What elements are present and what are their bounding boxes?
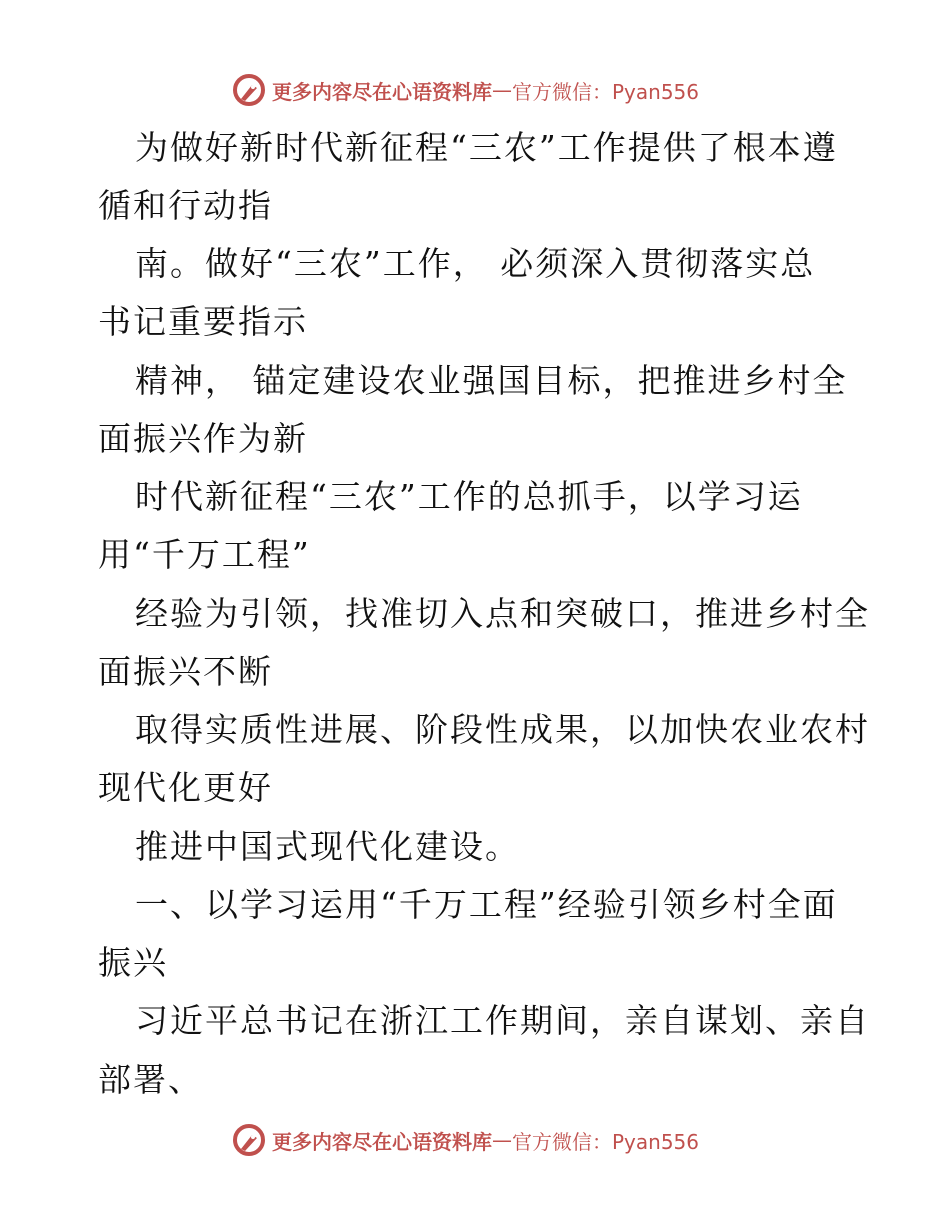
banner-separator: — xyxy=(492,1128,512,1152)
text-line: 取得实质性进展、阶段性成果，以加快农业农村 xyxy=(135,710,870,749)
banner-wechat-text: 官方微信：Pyan556 xyxy=(512,79,700,104)
text-line: 现代化更好 xyxy=(98,768,273,807)
banner-separator: — xyxy=(492,78,512,102)
text-line: 循和行动指 xyxy=(98,186,273,225)
text-line: 推进中国式现代化建设。 xyxy=(135,827,520,866)
text-line: 精神， 锚定建设农业强国目标，把推进乡村全 xyxy=(135,361,848,400)
text-line: 为做好新时代新征程“三农”工作提供了根本遵 xyxy=(135,128,838,167)
text-line: 经验为引领，找准切入点和突破口，推进乡村全 xyxy=(135,594,870,633)
pen-nib-logo-icon xyxy=(232,1123,266,1157)
banner-main-text: 更多内容尽在心语资料库 xyxy=(272,1129,492,1154)
banner-main-text: 更多内容尽在心语资料库 xyxy=(272,79,492,104)
banner-wechat-text: 官方微信：Pyan556 xyxy=(512,1129,700,1154)
text-line: 习近平总书记在浙江工作期间，亲自谋划、亲自 xyxy=(135,1001,870,1040)
text-line: 用“千万工程” xyxy=(98,535,311,574)
text-line: 时代新征程“三农”工作的总抓手，以学习运 xyxy=(135,477,803,516)
text-line: 南。做好“三农”工作， 必须深入贯彻落实总 xyxy=(135,244,816,283)
footer-banner xyxy=(232,1120,752,1160)
text-line: 面振兴不断 xyxy=(98,652,273,691)
section-heading: 一、以学习运用“千万工程”经验引领乡村全面 xyxy=(135,885,838,924)
text-line: 部署、 xyxy=(98,1060,203,1099)
text-line: 书记重要指示 xyxy=(98,302,308,341)
text-line: 面振兴作为新 xyxy=(98,419,308,458)
section-heading-cont: 振兴 xyxy=(98,943,168,982)
